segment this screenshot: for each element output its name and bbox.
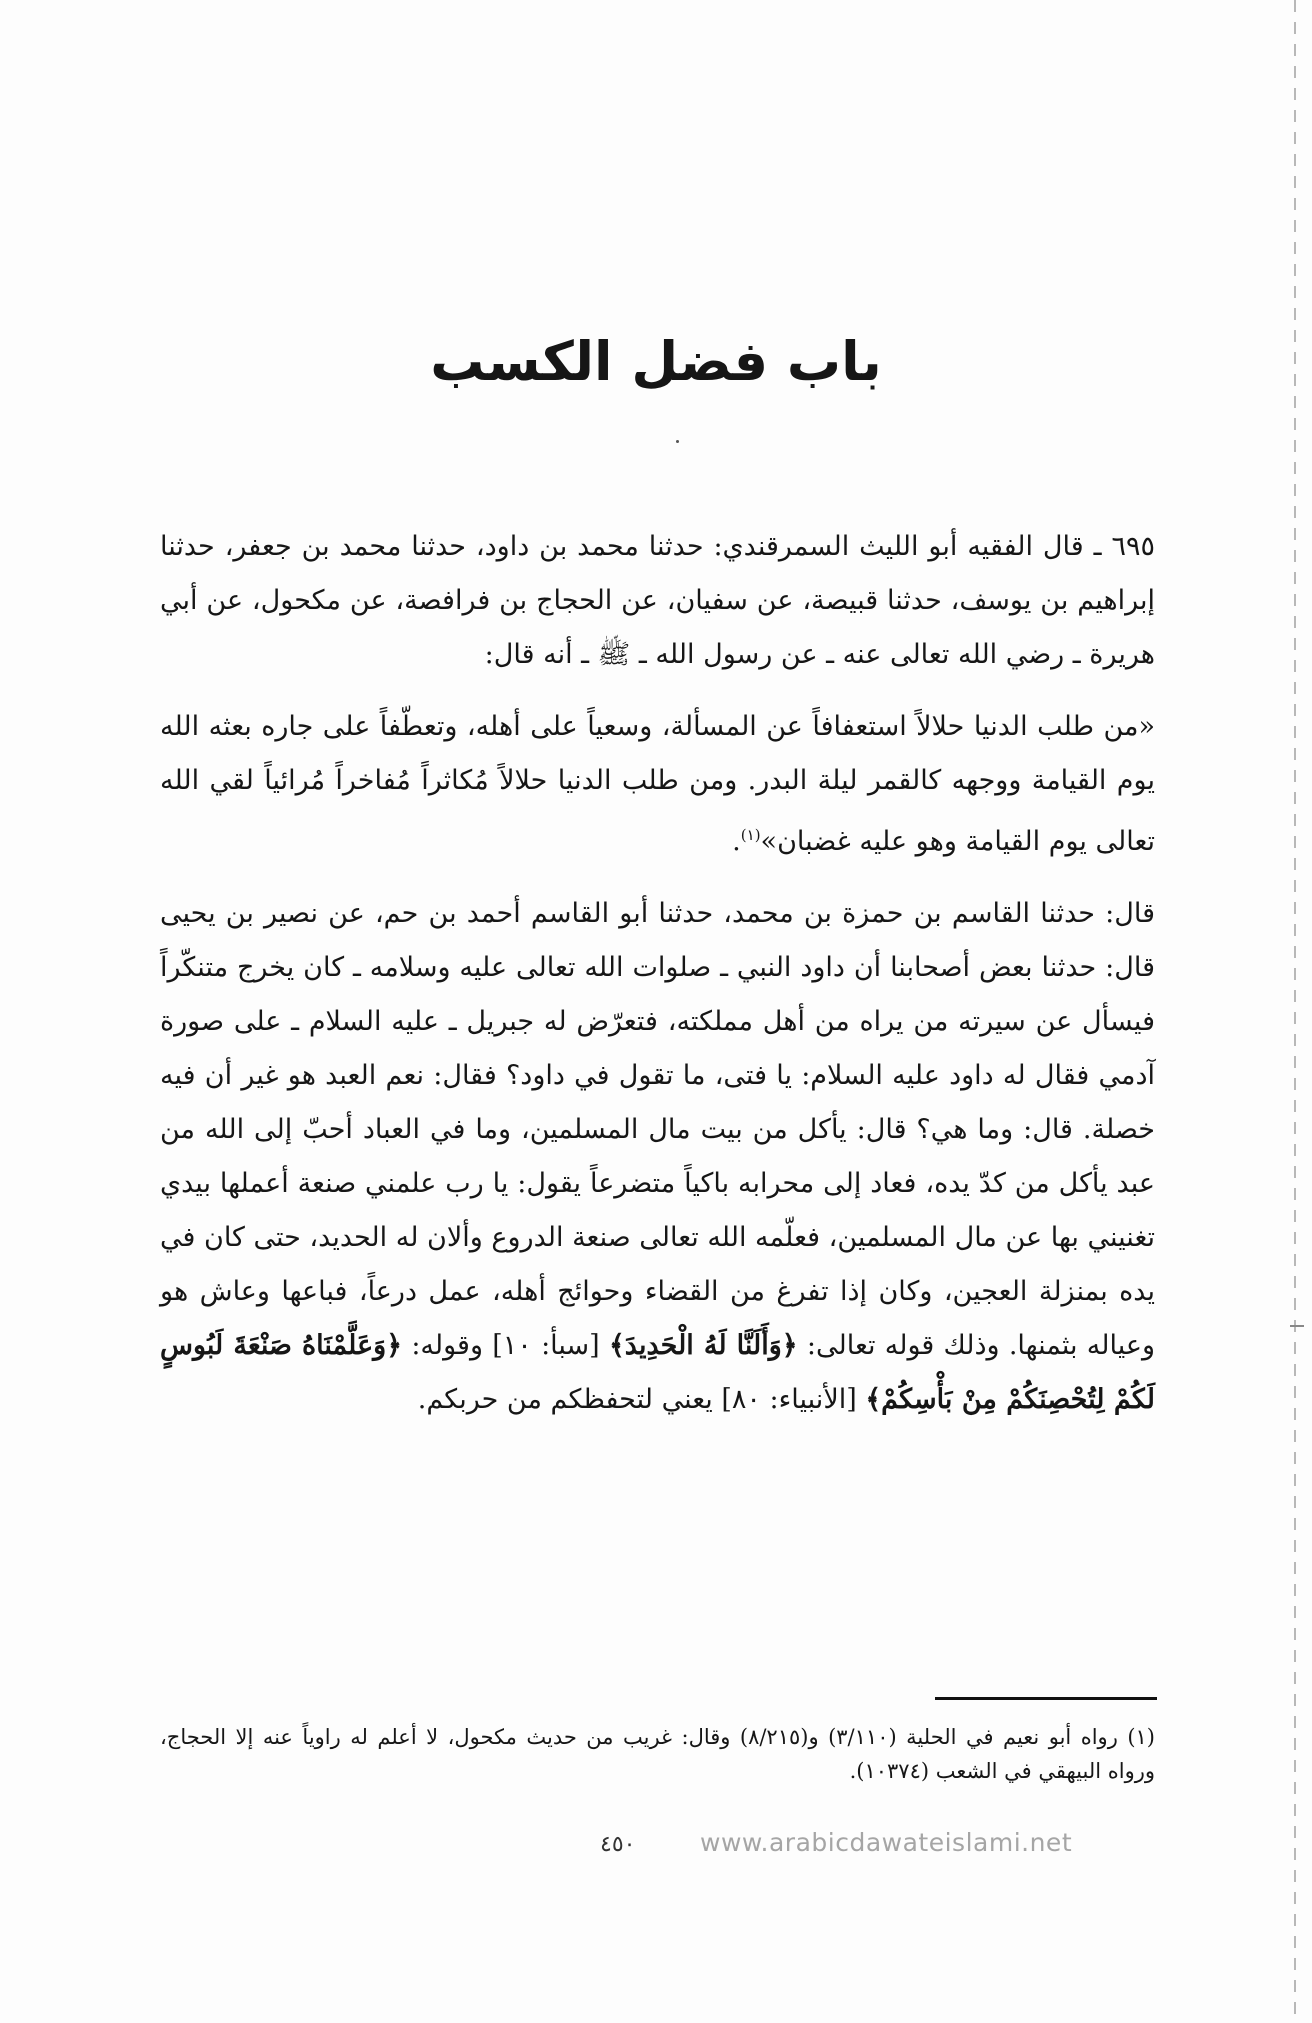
footnote-text: (١) رواه أبو نعيم في الحلية (٣/١١٠) و(٨/٢١٥) وقال: غريب من حديث مكحول، لا أعلم له راوياً عنه إلا الحجاج، ورواه البيهقي في الشعب (١٠٣٧٤). xyxy=(160,1725,1155,1783)
story-text: قال: حدثنا القاسم بن حمزة بن محمد، حدثنا أبو القاسم أحمد بن حم، عن نصير بن يحيى قال: حدثنا بعض أصحابنا أن داود النبي ـ صلوات الله تعالى عليه وسلامه ـ كان يخرج متنكّراً فيسأل عن سيرته من يراه من أهل مملكته، فتعرّض له جبريل ـ عليه السلام ـ على صورة آدمي فقال له داود عليه السلام: يا فتى، ما تقول في داود؟ فقال: نعم العبد هو غير أن فيه خصلة. قال: وما هي؟ قال: يأكل من بيت مال المسلمين، وما في العباد أحبّ إلى الله من عبد يأكل من كدّ يده، فعاد إلى محرابه باكياً متضرعاً يقول: يا رب علمني صنعة أعملها بيدي تغنيني بها عن مال المسلمين، فعلّمه الله تعالى صنعة الدروع وألان له الحديد، حتى كان في يده بمنزلة العجين، وكان إذا تفرغ من القضاء وحوائج أهله، عمل درعاً، فباعها وعاش هو وعياله بثمنها. وذلك قوله تعالى: xyxy=(160,898,1155,1361)
page-number: ٤٥٠ xyxy=(600,1832,636,1857)
hadith-quote: «من طلب الدنيا حلالاً استعفافاً عن المسألة، وسعياً على أهله، وتعطّفاً على جاره بعثه الله يوم القيامة ووجهه كالقمر ليلة البدر. ومن طلب الدنيا حلالاً مُكاثراً مُفاخراً مُرائياً لقي الله تعالى يوم القيامة وهو عليه غضبان» xyxy=(160,711,1155,857)
verse-citation-anbiya: [الأنبياء: ٨٠] يعني لتحفظكم من حربكم. xyxy=(417,1384,857,1415)
footnote-separator xyxy=(935,1697,1157,1700)
sentence-end: . xyxy=(732,826,741,857)
paragraph-hadith-chain: ٦٩٥ ـ قال الفقيه أبو الليث السمرقندي: حدثنا محمد بن داود، حدثنا محمد بن جعفر، حدثنا إبراهيم بن يوسف، حدثنا قبيصة، عن سفيان، عن الحجاج بن فرافصة، عن مكحول، عن أبي هريرة ـ رضي الله تعالى عنه ـ عن رسول الله ـ ﷺ ـ أنه قال: xyxy=(160,531,1155,670)
scan-edge-mark xyxy=(1290,1325,1304,1327)
paragraph-story xyxy=(160,887,1155,1427)
scan-speck xyxy=(676,440,679,443)
footnote-reference[interactable]: (١) xyxy=(740,826,761,844)
verse-citation-saba: [سبأ: ١٠] وقوله: xyxy=(411,1330,600,1361)
scan-edge-line xyxy=(1294,0,1296,2023)
paragraph-hadith-text xyxy=(160,700,1155,869)
quran-verse-saba: ﴿وَأَلَنَّا لَهُ الْحَدِيدَ﴾ xyxy=(608,1330,798,1361)
chapter-title: باب فضل الكسب xyxy=(430,330,882,393)
quran-verse-anbiya: ﴿وَعَلَّمْنَاهُ صَنْعَةَ لَبُوسٍ لَكُمْ لِتُحْصِنَكُمْ مِنْ بَأْسِكُمْ﴾ xyxy=(160,1330,1155,1415)
main-text xyxy=(160,520,1155,1445)
watermark-url: www.arabicdawateislami.net xyxy=(700,1828,1073,1857)
